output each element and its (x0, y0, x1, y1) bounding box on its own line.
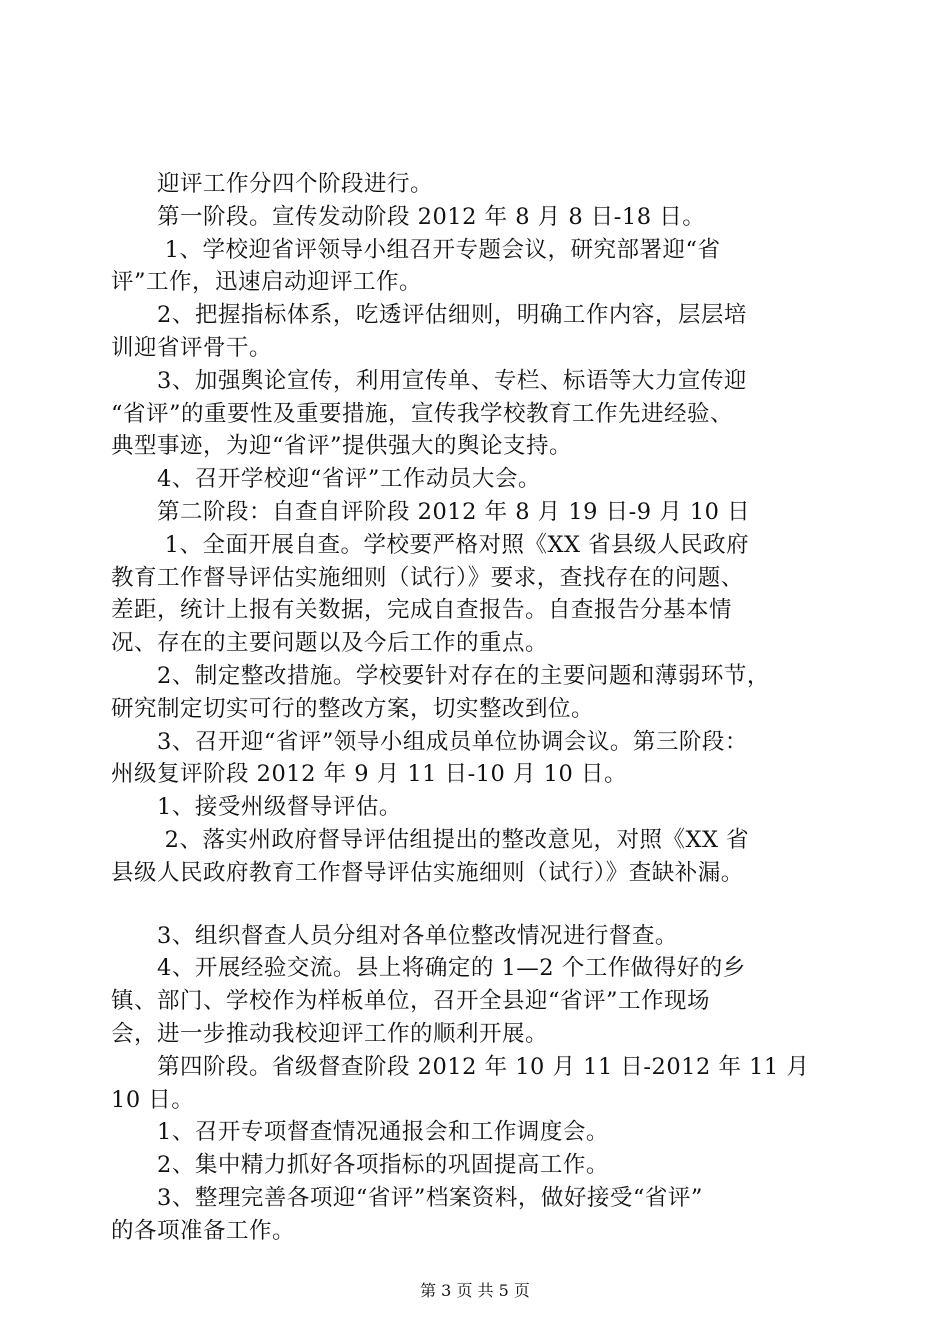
paragraph-gap (111, 890, 851, 920)
text-line: 3、召开迎“省评”领导小组成员单位协调会议。第三阶段： (111, 728, 748, 755)
text-line: 会，进一步推动我校迎评工作的顺利开展。 (111, 1020, 549, 1047)
body-lines-part-1 (111, 168, 851, 890)
text-line: 训迎省评骨干。 (111, 334, 273, 361)
text-line: 1、全面开展自查。学校要严格对照《XX 省县级人民政府 (111, 531, 750, 558)
text-line: 县级人民政府教育工作督导评估实施细则（试行）》查缺补漏。 (111, 859, 744, 886)
document-body (111, 168, 851, 1248)
text-line: 第四阶段。省级督查阶段 2012 年 10 月 11 日-2012 年 11 月 (111, 1053, 810, 1080)
text-line: 1、接受州级督导评估。 (111, 794, 402, 821)
text-line: 2、把握指标体系，吃透评估细则，明确工作内容，层层培 (111, 302, 747, 329)
text-line: 差距，统计上报有关数据，完成自查报告。自查报告分基本情 (111, 597, 733, 624)
text-line: 况、存在的主要问题以及今后工作的重点。 (111, 630, 549, 657)
text-line: 3、整理完善各项迎“省评”档案资料，做好接受“省评” (111, 1184, 703, 1211)
text-line: 州级复评阶段 2012 年 9 月 11 日-10 月 10 日。 (111, 761, 627, 788)
text-line: 第一阶段。宣传发动阶段 2012 年 8 月 8 日-18 日。 (111, 203, 706, 230)
body-lines-part-2 (111, 920, 851, 1248)
text-line: “省评”的重要性及重要措施，宣传我学校教育工作先进经验、 (111, 400, 734, 427)
text-line: 10 日。 (111, 1086, 195, 1113)
text-line: 4、开展经验交流。县上将确定的 1—2 个工作做得好的乡 (111, 955, 746, 982)
text-line: 2、落实州政府督导评估组提出的整改意见，对照《XX 省 (111, 826, 750, 853)
text-line: 1、召开专项督查情况通报会和工作调度会。 (111, 1119, 609, 1146)
text-line: 评”工作，迅速启动迎评工作。 (111, 269, 423, 296)
text-line: 迎评工作分四个阶段进行。 (111, 171, 434, 197)
text-line: 2、制定整改措施。学校要针对存在的主要问题和薄弱环节， (111, 662, 770, 689)
text-line: 3、组织督查人员分组对各单位整改情况进行督查。 (111, 922, 678, 949)
text-line: 研究制定切实可行的整改方案，切实整改到位。 (111, 695, 595, 722)
text-line: 2、集中精力抓好各项指标的巩固提高工作。 (111, 1152, 609, 1179)
text-line: 3、加强舆论宣传，利用宣传单、专栏、标语等大力宣传迎 (111, 367, 747, 394)
page-footer: 第 3 页 共 5 页 (420, 1281, 530, 1300)
text-line: 典型事迹，为迎“省评”提供强大的舆论支持。 (111, 433, 573, 460)
text-line: 第二阶段：自查自评阶段 2012 年 8 月 19 日-9 月 10 日 (111, 498, 751, 525)
text-line: 教育工作督导评估实施细则（试行）》要求，查找存在的问题、 (111, 564, 744, 591)
text-line: 1、学校迎省评领导小组召开专题会议，研究部署迎“省 (111, 236, 721, 263)
text-line: 4、召开学校迎“省评”工作动员大会。 (111, 466, 541, 493)
text-line: 镇、部门、学校作为样板单位，召开全县迎“省评”工作现场 (111, 988, 711, 1015)
text-line: 的各项准备工作。 (111, 1217, 296, 1244)
